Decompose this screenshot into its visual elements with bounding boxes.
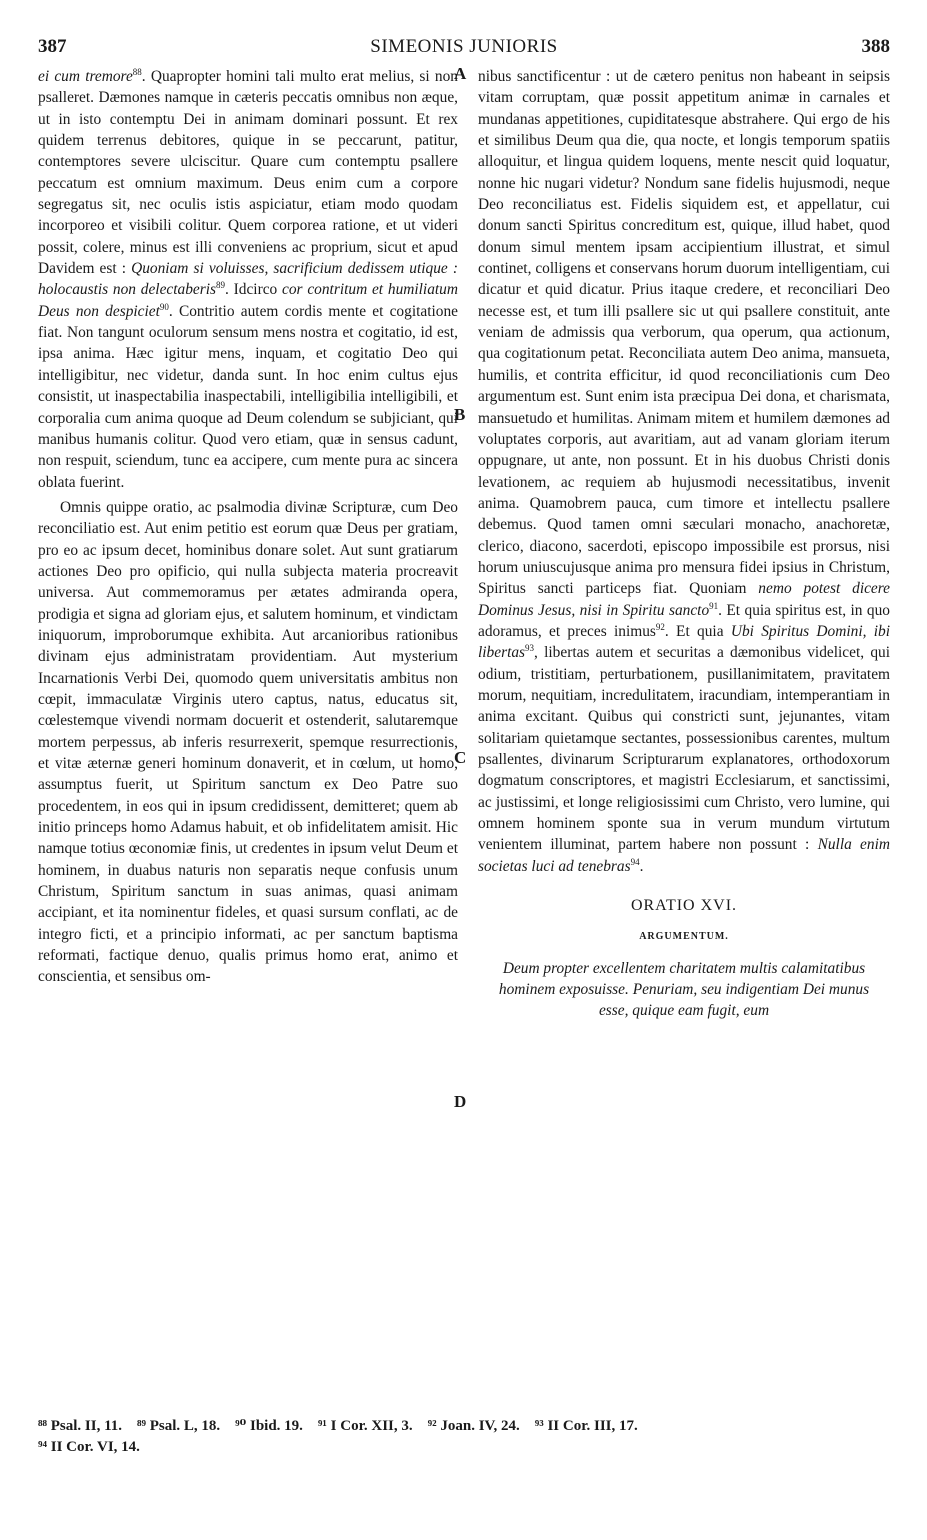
text-run: . bbox=[639, 857, 644, 875]
oratio-heading: ORATIO XVI. bbox=[630, 897, 738, 915]
text-run: . Et quia bbox=[664, 622, 731, 640]
right-column bbox=[478, 66, 890, 1022]
page-number-left: 387 bbox=[38, 36, 67, 57]
argument-text: Deum propter excellentem charitatem multis calamitatibus hominem exposuisse. Penuriam, seu indigentiam Dei munus esse, quique eam fugit, eum bbox=[498, 959, 870, 1020]
argumentum-heading: ARGUMENTUM. bbox=[639, 931, 729, 943]
footnote-ref: 90 bbox=[159, 301, 169, 312]
footnotes bbox=[38, 1416, 898, 1458]
footnote-ref: 89 bbox=[216, 280, 226, 291]
section-marker-c: C bbox=[454, 748, 467, 767]
section-marker-a: A bbox=[454, 64, 467, 83]
footnote-line-2: ⁹⁴ II Cor. VI, 14. bbox=[38, 1439, 140, 1455]
page-number-right: 388 bbox=[861, 36, 890, 57]
footnote-ref: 91 bbox=[709, 600, 719, 611]
section-marker-d: D bbox=[454, 1092, 467, 1111]
left-paragraph-2: Omnis quippe oratio, ac psalmodia divinæ Scripturæ, cum Deo reconciliatio est. Aut enim petitio est eorum quæ Deus per gratiam, pro eo ac ipsum decet, hominibus donare solet. Aut sunt gratiarum actiones Deo pro opificio, qui nulla subjecta materia procreavit universa. Aut commemoramus per ætates admiranda opera, prodigia et signa ad gloriam ejus, et salutem hominum, et vindictam iniquorum, improborumque exhibita. Aut arcanioribus rationibus divinam ejus administratam providentiam. Aut mysterium Incarnationis Verbi Dei, quomodo quem universitatis ambitus non cœpit, immaculatæ Virginis utero captus, natus, educatus sit, cœlestemque vivendi normam docuerit et ostenderit, salutaremque mortem perpessus, ab inferis resurrexerit, spemque resurrectionis, et vitæ æternæ generi hominum donaverit, et in cœlum, ut homo, assumptus fuerit, ut Spiritum sanctum ex Deo Patre suo procedentem, in eos qui in ipsum credidissent, demitteret; quem ab initio princeps homo Adamus habuit, et ob infidelitatem amisit. Hic namque totius œconomiæ finis, ut credentes in ipsum velut Deum et hominem, in duabus naturis non separatis neque confusis unum Christum, Spiritum sanctum in suas animas, quasi animam accipiant, et ita nominentur fideles, et quasi sursum conflati, ac de integro ficti, et a principio informati, ac per sanctum baptisma reformati, factique denuo, qualis primus homo erat, animo et conscientia, et sensibus om- bbox=[38, 498, 458, 986]
running-title: SIMEONIS JUNIORIS bbox=[370, 36, 558, 57]
text-run: . Et quia spiritus est, in quo adoramus, et preces inimus bbox=[478, 601, 890, 640]
footnote-ref: 88 bbox=[132, 67, 142, 77]
scripture-quote: cor contritum et humiliatum Deus non despiciet bbox=[38, 281, 458, 320]
scripture-quote: nemo potest dicere Dominus Jesus, nisi in Spiritu sancto bbox=[478, 580, 891, 619]
text-run: nibus sanctificentur : ut de cætero penitus non habeant in seipsis vitam corruptam, quæ possit appetitum animæ in carnales et mundanas appetitiones, cupiditatesque abstrahere. Qui ergo de his et similibus Deum qua die, qua nocte, et longis temporum spatiis alloquitur, et lingua quidem loquens, mente nescit quid loquatur, nonne hic nugari videtur? Nondum sane fidelis hujusmodi, neque Deo reconciliatus est. Fidelis siquidem est, et appellatur, cui donum sancti Spiritus concreditum est, quique, illud habet, quod donum simul mentem ipsam accipientium illustrat, et simul continet, colligens et conservans horum duorum intelligentiam, cui dicatur et quid dicatur. Prius itaque credere, et reconciliari Deo necesse est, et tum illi psallere sic ut qui psallere constituit, ante veniam de admissis qua verborum, qua operum, qua actionum, qua cogitationum petat. Reconciliata autem Deo anima, mansueta, humilis, et contrita efficitur, id quod reconciliationis cum Deo argumentum est. Sunt enim ista præcipua Dei dona, et charismata, mansuetudo et humilitas. Animam mitem et humilem dæmones ad voluptates corporis, aut avaritiam, aut ad vanam gloriam iterum oppugnare, ut ante, non possunt. Et in his duobus Christi donis levationem, ac requiem ab hujusmodi necessitatibus, invenit anima. Quamobrem pauca, cum timore et intellectu psallere debemus. Quod tamen omni sæculari monacho, anachoretæ, clerico, diacono, sacerdoti, episcopo impossibile est prorsus, nisi horum uniuscujusque anima pro mensura fidei ipsius in Christum, Spiritus sancti particeps fiat. Quoniam bbox=[478, 68, 890, 598]
left-paragraph-1 bbox=[38, 66, 458, 493]
section-marker-b: B bbox=[454, 405, 466, 424]
left-column bbox=[38, 66, 458, 988]
footnote-line-1: ⁸⁸ Psal. II, 11. ⁸⁹ Psal. L, 18. ⁹⁰ Ibid. 19. ⁹¹ I Cor. XII, 3. ⁹² Joan. IV, 24. ⁹³ II Cor. III, 17. bbox=[38, 1418, 638, 1434]
text-run: . Quapropter homini tali multo erat melius, si non psalleret. Dæmones namque in cæteris peccatis omnibus non æque, ut in isto contemptu Dei in animam dominari possunt. Et rex quidem terrenus debitores, quique in se peccarunt, patitur, contemptores severe ulciscitur. Quare cum contemptu psallere peccatum est omnium maximum. Deus enim cum a corpore segregatus sit, nec oculis istis aspiciatur, etiam modo quodam incorporeo et visibili colitur. Quem corporea ratione, et ut videri possit, colere, minus est illi conveniens ac proprium, sicut et apud Davidem est : bbox=[38, 68, 458, 278]
scripture-quote: Nulla enim societas luci ad tenebras bbox=[478, 836, 890, 875]
text-run: , libertas autem et securitas a dæmonibus videlicet, qui odium, tristitiam, perturbationem, pusillanimitatem, pravitatem morum, nequitiam, incredulitatem, iracundiam, intemperantiam in anima excitant. Quibus qui constricti sunt, jejunantes, vitam solitariam quietamque sectantes, possessionibus carentes, multum psallentes, divinarum Scripturarum explanatores, orthodoxorum dogmatum conscriptores, et magistri Ecclesiarum, et sanctissimi, ac justissimi, et longe religiosissimi cum Christo, vero lumine, qui omnem hominem sponte sua in verum mundum virtutum venientem illuminat, partem habere non possunt : bbox=[478, 644, 890, 854]
scripture-quote: Ubi Spiritus Domini, ibi libertas bbox=[478, 622, 890, 662]
footnote-ref: 92 bbox=[655, 621, 665, 632]
scripture-quote: Quoniam si voluisses, sacrificium dedissem utique : holocaustis non delectaberis bbox=[38, 260, 458, 299]
right-paragraph-1 bbox=[478, 66, 890, 877]
scripture-quote: ei cum tremore bbox=[38, 68, 133, 85]
footnote-ref: 94 bbox=[630, 856, 640, 867]
text-run: . Contritio autem cordis mente et cogitatione fiat. Non tangunt oculorum sensum mens nostra et cogitatio, id est, ipsa anima. Hæc igitur mens, inquam, et cogitatio Deo qui intelligibitur, nec videtur, danda sunt. In hoc enim cultus ejus consistit, ut inaspectabilia inaspectabili, intelligibilia intelligibili, et corporalia cum anima quoque ad Deum colendum se subjiciant, qui manibus humanis colitur. Quod vero etiam, quæ in sensus cadunt, non respuit, sciendum, tunc ea accipere, cum mente pura ac sincera oblata fuerint. bbox=[38, 302, 458, 491]
footnote-ref: 93 bbox=[525, 643, 535, 654]
page-header bbox=[38, 36, 890, 62]
text-run: . Idcirco bbox=[225, 281, 283, 299]
